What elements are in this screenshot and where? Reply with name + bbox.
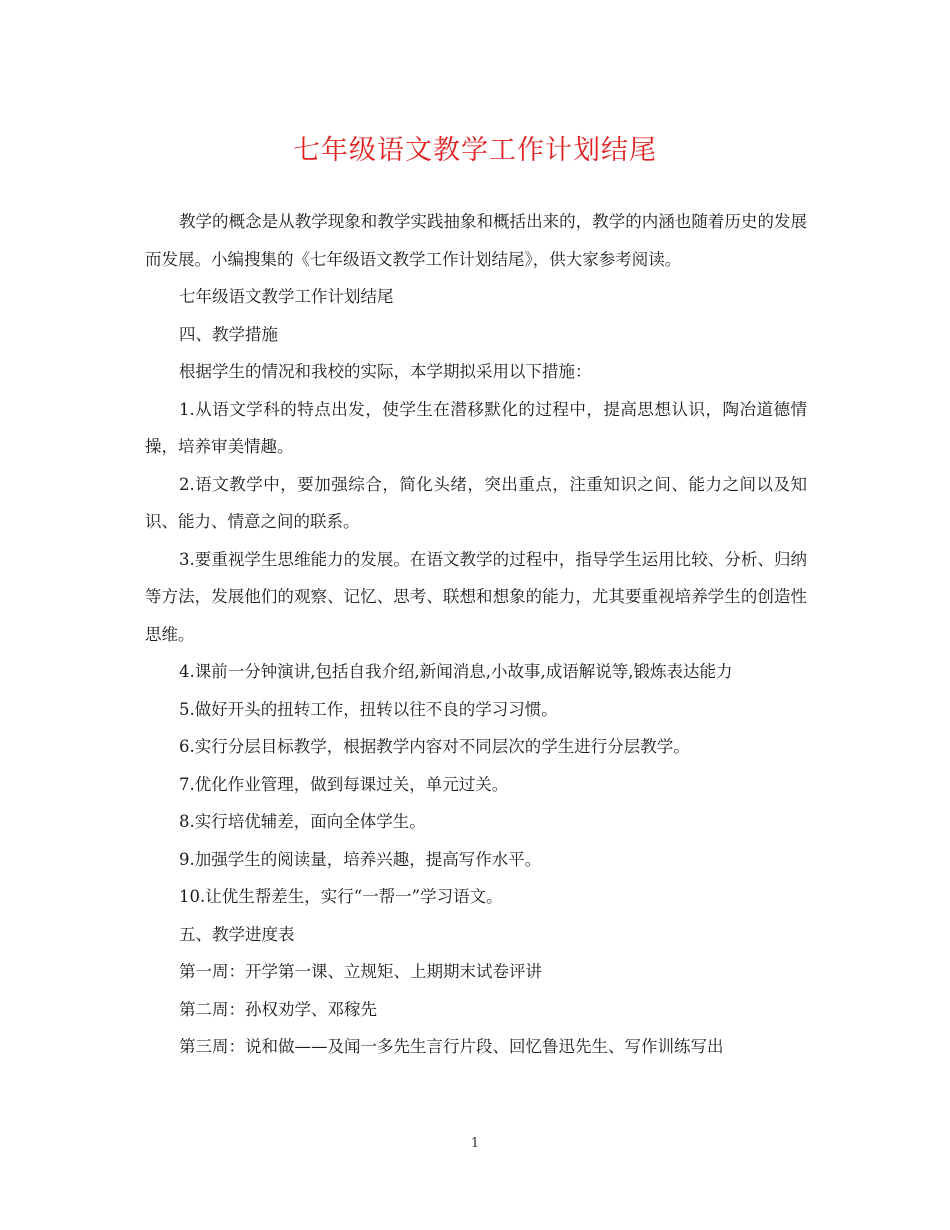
schedule-item: 第二周：孙权劝学、邓稼先 [179, 999, 377, 1019]
schedule-item: 第一周：开学第一课、立规矩、上期期末试卷评讲 [179, 962, 542, 981]
schedule-item: 第三周：说和做——及闻一多先生言行片段、回忆鲁迅先生、写作训练写出 [179, 1037, 724, 1056]
measure-item: 1.从语文学科的特点出发，使学生在潜移默化的过程中，提高思想认识，陶冶道德情操，培养审美情趣。 [145, 399, 807, 456]
document-body [145, 203, 807, 1066]
section-heading-measures: 四、教学措施 [179, 324, 278, 344]
measure-item: 2.语文教学中，要加强综合，简化头绪，突出重点，注重知识之间、能力之间以及知识、能力、情意之间的联系。 [145, 474, 807, 531]
paragraph-intro: 教学的概念是从教学现象和教学实践抽象和概括出来的，教学的内涵也随着历史的发展而发展。小编搜集的《七年级语文教学工作计划结尾》，供大家参考阅读。 [145, 212, 807, 269]
measure-item: 8.实行培优辅差，面向全体学生。 [179, 812, 426, 831]
document-title: 七年级语文教学工作计划结尾 [293, 135, 657, 166]
page-number: 1 [470, 1136, 480, 1151]
measure-item: 10.让优生帮差生，实行“一帮一”学习语文。 [179, 887, 503, 906]
measure-item: 7.优化作业管理，做到每课过关，单元过关。 [179, 774, 509, 794]
paragraph-measures-intro: 根据学生的情况和我校的实际，本学期拟采用以下措施： [179, 362, 592, 381]
section-heading-schedule: 五、教学进度表 [179, 924, 295, 944]
measure-item: 9.加强学生的阅读量，培养兴趣，提高写作水平。 [179, 849, 542, 869]
measure-item: 6.实行分层目标教学，根据教学内容对不同层次的学生进行分层教学。 [179, 737, 690, 756]
measure-item: 3.要重视学生思维能力的发展。在语文教学的过程中，指导学生运用比较、分析、归纳等方法，发展他们的观察、记忆、思考、联想和想象的能力，尤其要重视培养学生的创造性思维。 [145, 549, 807, 644]
measure-item: 5.做好开头的扭转工作，扭转以往不良的学习习惯。 [179, 699, 558, 719]
measure-item: 4.课前一分钟演讲,包括自我介绍,新闻消息,小故事,成语解说等,锻炼表达能力 [179, 662, 733, 681]
paragraph-subtitle: 七年级语文教学工作计划结尾 [179, 287, 394, 306]
